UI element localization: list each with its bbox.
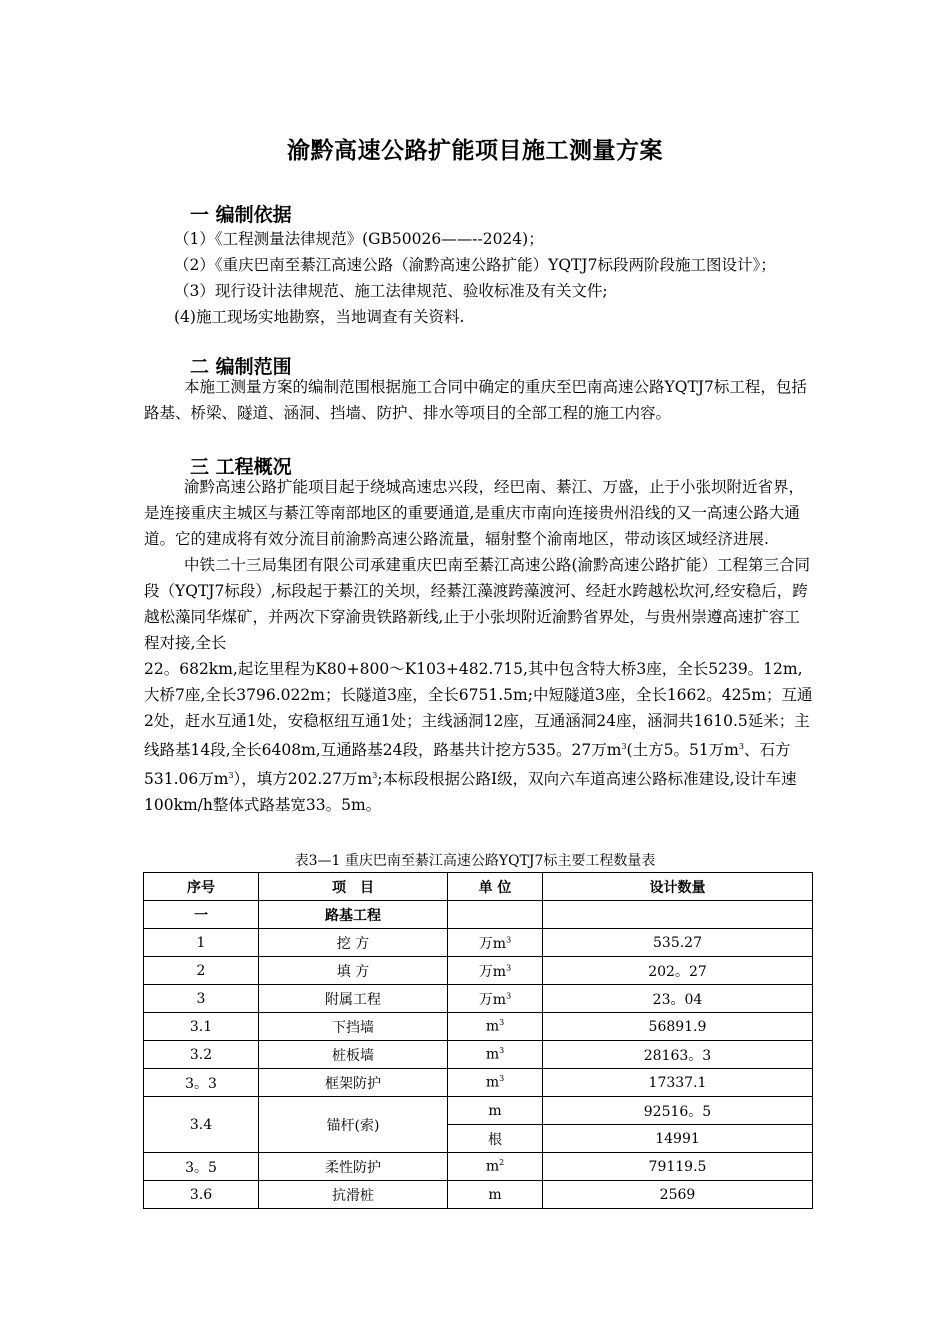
table-row bbox=[144, 957, 813, 985]
cell-no: 1 bbox=[144, 929, 259, 957]
cell-item: 锚杆(索) bbox=[259, 1097, 448, 1153]
overview-paragraph-3 bbox=[144, 656, 814, 818]
section-heading-scope: 二 编制范围 bbox=[190, 356, 292, 378]
cell-unit bbox=[448, 929, 543, 957]
cell-unit bbox=[448, 1013, 543, 1041]
scope-text: 本施工测量方案的编制范围根据施工合同中确定的重庆至巴南高速公路YQTJ7标工程，包括路基、桥梁、隧道、涵洞、挡墙、防护、排水等项目的全部工程的施工内容。 bbox=[144, 378, 807, 422]
cell-item: 下挡墙 bbox=[259, 1013, 448, 1041]
unit-text: m bbox=[485, 1046, 500, 1063]
overview-text: 22。682km,起讫里程为K80+800～K103+482.715,其中包含特大桥3座，全长5239。12m,大桥7座,全长3796.022m；长隧道3座，全长6751.5m;中短隧道3座，全长1662。425m；互通2处，赶水互通1处，安稳枢纽互通1处；主线涵洞12座，互通涵洞24座，涵洞共1610.5延米；主线路基14段,全长6408m,互通路基24段，路基共计挖方535。27万m bbox=[144, 660, 813, 760]
table-row bbox=[144, 1097, 813, 1125]
superscript: 3 bbox=[372, 771, 378, 781]
cell-unit: 根 bbox=[448, 1125, 543, 1153]
table-row bbox=[144, 901, 813, 929]
section-heading-overview: 三 工程概况 bbox=[190, 456, 292, 478]
cell-no: 2 bbox=[144, 957, 259, 985]
cell-item: 桩板墙 bbox=[259, 1041, 448, 1069]
cell-item: 框架防护 bbox=[259, 1069, 448, 1097]
overview-text: 、石方531.06万m bbox=[144, 741, 791, 789]
superscript: 3 bbox=[506, 962, 512, 972]
cell-unit bbox=[448, 901, 543, 929]
cell-no: 一 bbox=[144, 901, 259, 929]
unit-text: 万m bbox=[478, 991, 507, 1008]
cell-unit bbox=[448, 985, 543, 1013]
overview-paragraphs bbox=[144, 474, 814, 818]
quantity-table bbox=[143, 872, 813, 1209]
cell-qty: 92516。5 bbox=[543, 1097, 813, 1125]
basis-item: (4)施工现场实地勘察，当地调查有关资料. bbox=[174, 308, 465, 326]
cell-unit bbox=[448, 1153, 543, 1181]
cell-no: 3 bbox=[144, 985, 259, 1013]
superscript: 2 bbox=[499, 1158, 505, 1168]
cell-qty: 56891.9 bbox=[543, 1013, 813, 1041]
cell-item: 挖 方 bbox=[259, 929, 448, 957]
cell-qty: 202。27 bbox=[543, 957, 813, 985]
cell-qty: 14991 bbox=[543, 1125, 813, 1153]
table-row bbox=[144, 985, 813, 1013]
basis-item: （2）《重庆巴南至綦江高速公路（渝黔高速公路扩能）YQTJ7标段两阶段施工图设计》； bbox=[174, 256, 776, 274]
header-unit: 单 位 bbox=[448, 873, 543, 901]
cell-unit: m bbox=[448, 1097, 543, 1125]
table-header-row bbox=[144, 873, 813, 901]
cell-qty: 28163。3 bbox=[543, 1041, 813, 1069]
superscript: 3 bbox=[499, 1074, 505, 1084]
table-row bbox=[144, 929, 813, 957]
cell-no: 3.2 bbox=[144, 1041, 259, 1069]
header-no: 序号 bbox=[144, 873, 259, 901]
superscript: 3 bbox=[506, 990, 512, 1000]
cell-item: 柔性防护 bbox=[259, 1153, 448, 1181]
document-title: 渝黔高速公路扩能项目施工测量方案 bbox=[287, 138, 663, 164]
cell-unit: m bbox=[448, 1181, 543, 1209]
header-item: 项 目 bbox=[259, 873, 448, 901]
overview-paragraph-2: 中铁二十三局集团有限公司承建重庆巴南至綦江高速公路(渝黔高速公路扩能）工程第三合同段（YQTJ7标段）,标段起于綦江的关坝，经綦江藻渡跨藻渡河、经赶水跨越松坎河,经安稳后，跨越松藻同华煤矿，并两次下穿渝贵铁路新线,止于小张坝附近渝黔省界处，与贵州崇遵高速扩容工程对接,全长 bbox=[144, 556, 811, 652]
superscript: 3 bbox=[738, 742, 744, 751]
table-row bbox=[144, 1181, 813, 1209]
cell-no: 3.4 bbox=[144, 1097, 259, 1153]
cell-no: 3.6 bbox=[144, 1181, 259, 1209]
unit-text: 万m bbox=[478, 963, 507, 980]
scope-paragraph bbox=[144, 374, 814, 426]
overview-paragraph-1: 渝黔高速公路扩能项目起于绕城高速忠兴段，经巴南、綦江、万盛，止于小张坝附近省界，是连接重庆主城区与綦江等南部地区的重要通道,是重庆市南向连接贵州沿线的又一高速公路大通道。它的建成将有效分流目前渝黔高速公路流量，辐射整个渝南地区，带动该区域经济进展. bbox=[144, 478, 805, 548]
section-heading-basis: 一 编制依据 bbox=[190, 204, 292, 226]
cell-item: 填 方 bbox=[259, 957, 448, 985]
basis-item: （1）《工程测量法律规范》(GB50026——--2024)； bbox=[174, 230, 544, 248]
superscript: 3 bbox=[506, 934, 512, 944]
table-row bbox=[144, 1069, 813, 1097]
cell-qty: 23。04 bbox=[543, 985, 813, 1013]
superscript: 3 bbox=[499, 1046, 505, 1056]
unit-text: m bbox=[485, 1158, 500, 1175]
cell-unit bbox=[448, 1041, 543, 1069]
superscript: 3 bbox=[228, 771, 234, 781]
basis-list bbox=[144, 226, 814, 330]
cell-qty: 535.27 bbox=[543, 929, 813, 957]
overview-text: ;本标段根据公路Ⅰ级，双向六车道高速公路标准建设,设计车速100km/h整体式路基宽33。5m。 bbox=[144, 770, 797, 815]
cell-unit bbox=[448, 957, 543, 985]
cell-no: 3。5 bbox=[144, 1153, 259, 1181]
table-row bbox=[144, 1013, 813, 1041]
header-qty: 设计数量 bbox=[543, 873, 813, 901]
cell-item: 附属工程 bbox=[259, 985, 448, 1013]
table-row bbox=[144, 1153, 813, 1181]
unit-text: m bbox=[485, 1018, 500, 1035]
unit-text: m bbox=[485, 1074, 500, 1091]
superscript: 3 bbox=[499, 1018, 505, 1028]
unit-text: 万m bbox=[478, 935, 507, 952]
cell-qty: 17337.1 bbox=[543, 1069, 813, 1097]
cell-no: 3.1 bbox=[144, 1013, 259, 1041]
cell-unit bbox=[448, 1069, 543, 1097]
cell-qty bbox=[543, 901, 813, 929]
cell-item: 抗滑桩 bbox=[259, 1181, 448, 1209]
overview-text: ），填方202.27万m bbox=[233, 770, 373, 789]
cell-qty: 79119.5 bbox=[543, 1153, 813, 1181]
cell-item: 路基工程 bbox=[259, 901, 448, 929]
basis-item: （3）现行设计法律规范、施工法律规范、验收标准及有关文件; bbox=[174, 282, 608, 300]
cell-no: 3。3 bbox=[144, 1069, 259, 1097]
cell-qty: 2569 bbox=[543, 1181, 813, 1209]
table-caption: 表3—1 重庆巴南至綦江高速公路YQTJ7标主要工程数量表 bbox=[294, 853, 656, 869]
table-row bbox=[144, 1041, 813, 1069]
overview-text: (土方5。51万m bbox=[626, 741, 739, 760]
superscript: 3 bbox=[621, 742, 627, 751]
